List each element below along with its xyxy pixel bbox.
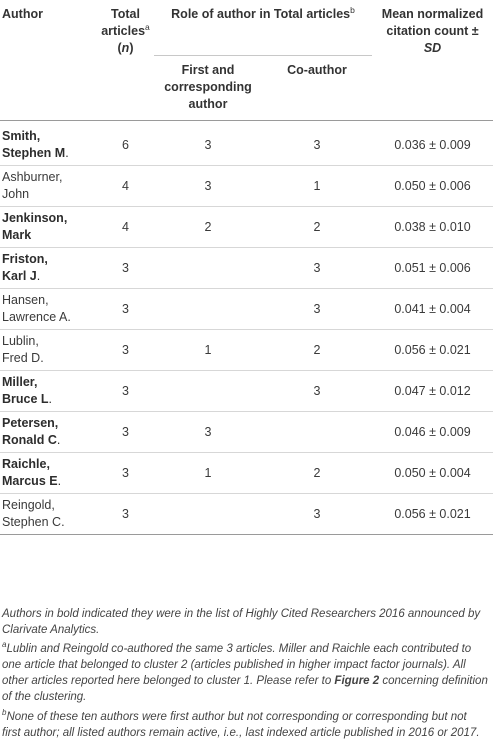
table-row: [0, 121, 493, 166]
cell-first-corresponding: [154, 371, 262, 412]
header-coauthor: Co-author: [262, 55, 372, 120]
cell-author: Smith, Stephen M.: [2, 129, 69, 160]
cell-first-corresponding: 3: [204, 178, 212, 193]
cell-total: 3: [122, 465, 129, 480]
cell-mean-citation: 0.046 ± 0.009: [394, 424, 471, 439]
cell-first-corresponding: [154, 289, 262, 330]
table-row: [0, 330, 493, 371]
footnote-bold: Authors in bold indicated they were in the list of Highly Cited Researchers 2016 announced by Clarivate Analytics.: [2, 608, 481, 636]
cell-author: Ashburner, John: [2, 170, 63, 201]
cell-total: 3: [122, 383, 129, 398]
cell-first-corresponding: 3: [204, 137, 212, 152]
cell-coauthor: 2: [313, 342, 321, 357]
cell-first-corresponding: [154, 494, 262, 535]
footnote-b: $^b$None of these ten authors were first author but not corresponding or corresponding but not first author; all listed authors remain active, i.e., last indexed article published in 2016 or 2017.: [2, 708, 480, 739]
cell-total: 4: [122, 178, 129, 193]
cell-first-corresponding: [154, 248, 262, 289]
cell-author: Jenkinson, Mark: [2, 211, 68, 242]
cell-total: 3: [97, 494, 154, 535]
header-author: Author: [2, 7, 43, 21]
table-body: [0, 121, 493, 535]
table-row: [0, 166, 493, 207]
cell-total: 6: [122, 137, 129, 152]
header-first-corresponding: First and corresponding author: [154, 55, 262, 120]
table-footnotes: [2, 606, 488, 745]
cell-author: Miller, Bruce L.: [2, 375, 53, 406]
cell-coauthor: 2: [313, 465, 321, 480]
cell-coauthor: 3: [313, 137, 321, 152]
cell-author: Hansen, Lawrence A.: [2, 293, 71, 324]
cell-mean-citation: 0.056 ± 0.021: [394, 342, 471, 357]
cell-mean-citation: 0.047 ± 0.012: [394, 383, 471, 398]
cell-mean-citation: 0.051 ± 0.006: [394, 260, 471, 275]
cell-mean-citation: 0.050 ± 0.004: [394, 465, 471, 480]
table-row: [0, 412, 493, 453]
cell-total: 3: [122, 424, 129, 439]
table-row: [0, 248, 493, 289]
header-role: Role of author in Total articles$^b$: [171, 4, 355, 21]
cell-author: Petersen, Ronald C.: [2, 416, 61, 447]
table-row: [0, 453, 493, 494]
cell-total: 3: [122, 260, 129, 275]
cell-coauthor: 3: [313, 260, 321, 275]
cell-first-corresponding: 2: [204, 219, 212, 234]
cell-mean-citation: 0.038 ± 0.010: [394, 219, 471, 234]
table-header: [0, 0, 493, 121]
header-mean-citation: Mean normalized citation count ± SD: [381, 7, 484, 55]
cell-author: Lublin, Fred D.: [2, 334, 44, 365]
cell-total: 4: [122, 219, 129, 234]
cell-coauthor: 3: [313, 383, 321, 398]
figure-2-link[interactable]: Figure 2: [334, 675, 380, 687]
cell-coauthor: 2: [313, 219, 321, 234]
table-row: [0, 207, 493, 248]
table-row: [0, 371, 493, 412]
cell-coauthor: 3: [262, 494, 372, 535]
cell-author: Raichle, Marcus E.: [2, 457, 62, 488]
footnote-a: $^a$Lublin and Reingold co-authored the same 3 articles. Miller and Raichle each contributed to one article that belonged to cluster 2 (articles published in higher impact factor journals). All other articles reported here belonged to cluster 1. Please refer to Figure 2 concerning definition of the clustering.: [2, 640, 488, 703]
cell-mean-citation: 0.036 ± 0.009: [394, 137, 471, 152]
cell-first-corresponding: 1: [204, 465, 212, 480]
cell-author: Reingold, Stephen C.: [0, 494, 97, 535]
cell-total: 3: [122, 342, 129, 357]
cell-mean-citation: 0.041 ± 0.004: [394, 301, 471, 316]
cell-mean-citation: 0.056 ± 0.021: [372, 494, 493, 535]
cell-total: 3: [122, 301, 129, 316]
cell-coauthor: 1: [313, 178, 321, 193]
cell-coauthor: [262, 412, 372, 453]
table-row: [0, 289, 493, 330]
cell-mean-citation: 0.050 ± 0.006: [394, 178, 471, 193]
cell-coauthor: 3: [313, 301, 321, 316]
cell-first-corresponding: 3: [204, 424, 212, 439]
cell-first-corresponding: 1: [204, 342, 212, 357]
cell-author: Friston, Karl J.: [2, 252, 48, 283]
header-total-articles: Total articles$^a$ (n): [101, 7, 150, 55]
table-row: [0, 494, 493, 535]
